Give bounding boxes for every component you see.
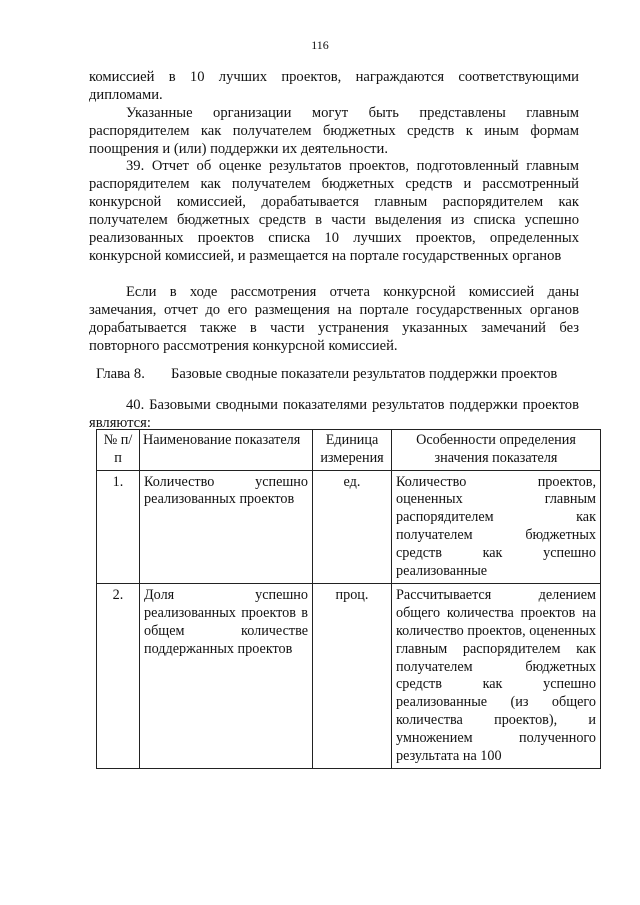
indicators-table [96,429,601,769]
chapter-title: Базовые сводные показатели результатов поддержки проектов [171,366,558,382]
row-number: 2. [97,584,140,769]
header-indicator-name: Наименование показателя [140,430,313,471]
header-features: Особенности определения значения показателя [392,430,601,471]
row-unit: ед. [313,470,392,584]
row-number: 1. [97,470,140,584]
row-indicator-name: Количество успешно реализованных проектов [140,470,313,584]
header-number: № п/п [97,430,140,471]
row-features: Рассчитывается делением общего количества проектов на количество проектов, оцененных главным распорядителем как получателем бюджетных средств как успешно реализованные (из общего количества проектов), и умножением полученного результата на 100 [392,584,601,769]
row-unit: проц. [313,584,392,769]
table-row [97,470,601,584]
row-features: Количество проектов, оцененных главным распорядителем как получателем бюджетных средств как успешно реализованные [392,470,601,584]
paragraph-organizations: Указанные организации могут быть представлены главным распорядителем как получателем бюджетных средств к иным формам поощрения и (или) поддержки их деятельности. [89,105,579,157]
table-header-row [97,430,601,471]
row-indicator-name: Доля успешно реализованных проектов в общем количестве поддержанных проектов [140,584,313,769]
paragraph-40: 40. Базовыми сводными показателями результатов поддержки проектов являются: [89,397,579,431]
paragraph-remarks: Если в ходе рассмотрения отчета конкурсной комиссией даны замечания, отчет до его размещения на портале государственных органов дорабатывается также в части устранения указанных замечаний без повторного рассмотрения конкурсной комиссией. [89,284,579,354]
table-row [97,584,601,769]
page-number: 116 [311,38,329,52]
chapter-heading [96,366,586,383]
chapter-number: Глава 8. [96,366,145,382]
paragraph-continuation: комиссией в 10 лучших проектов, награждаются соответствующими дипломами. [89,69,579,103]
paragraph-39: 39. Отчет об оценке результатов проектов, подготовленный главным распорядителем как получателем бюджетных средств и рассмотренный конкурсной комиссией, дорабатывается главным распорядителем как получателем бюджетных средств в части выделения из списка успешно реализованных проектов списка 10 лучших проектов, определенных конкурсной комиссией, и размещается на портале государственных органов [89,158,579,264]
header-unit: Единица измерения [313,430,392,471]
